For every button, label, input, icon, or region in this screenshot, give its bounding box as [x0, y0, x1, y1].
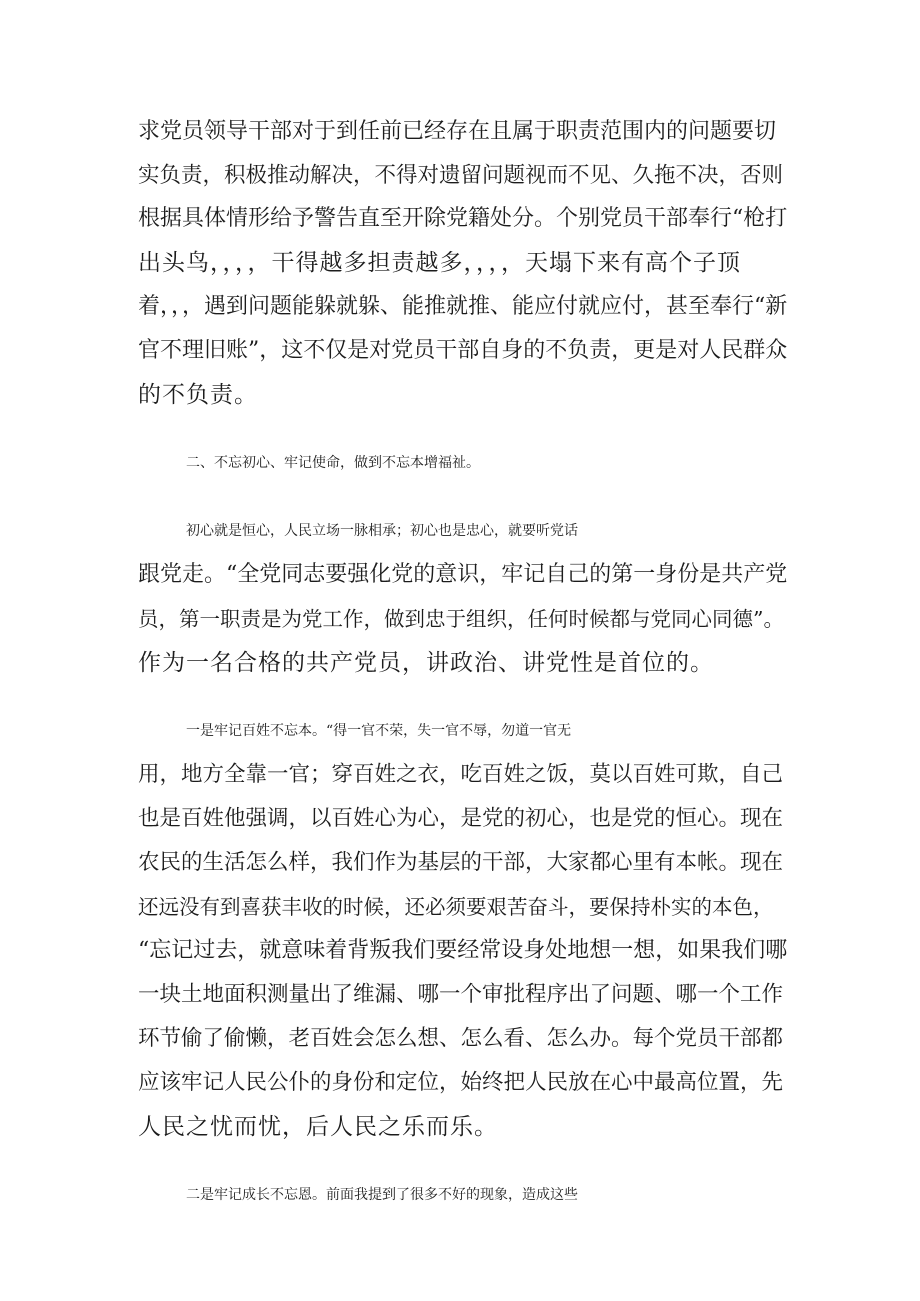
text-line: 还远没有到喜获丰收的时候，还必须要艰苦奋斗，要保持朴实的本色， — [138, 895, 774, 919]
text-line: 用，地方全靠一官；穿百姓之衣，吃百姓之饭，莫以百姓可欺，自己 — [138, 762, 784, 787]
text-line: 着，，，遇到问题能躲就躲、能推就推、能应付就应付，甚至奉行“新 — [138, 294, 788, 319]
text-line: 跟党走。“全党同志要强化党的意识，牢记自己的第一身份是共产党 — [138, 562, 788, 587]
text-line: 的不负责。 — [138, 382, 258, 408]
text-line: 环节偷了偷懒，老百姓会怎么想、怎么看、怎么办。每个党员干部都 — [138, 1026, 784, 1051]
text-line: 求党员领导干部对于到任前已经存在且属于职责范围内的问题要切 — [138, 119, 777, 144]
text-line: 初心就是恒心，人民立场一脉相承；初心也是忠心，就要听党话 — [186, 523, 578, 539]
text-line: 官不理旧账”，这不仅是对党员干部自身的不负责，更是对人民群众 — [138, 338, 788, 363]
text-line: 一是牢记百姓不忘本。“得一官不荣，失一官不辱，勿道一官无 — [186, 723, 572, 739]
text-line: 二是牢记成长不忘恩。前面我提到了很多不好的现象，造成这些 — [186, 1187, 578, 1203]
text-line: 实负责，积极推动解决，不得对遗留问题视而不见、久拖不决，否则 — [138, 163, 784, 188]
text-line: 农民的生活怎么样，我们作为基层的干部，大家都心里有本帐。现在 — [138, 850, 784, 875]
text-line: 一块土地面积测量出了维漏、哪一个审批程序出了问题、哪一个工作 — [138, 982, 784, 1007]
heading-text: 二、不忘初心、牢记使命，做到不忘本增福祉。 — [186, 455, 480, 471]
text-line: 出头鸟，，，，干得越多担责越多，，，，天塌下来有高个子顶 — [138, 250, 741, 276]
text-line: 作为一名合格的共产党员，讲政治、讲党性是首位的。 — [138, 650, 714, 676]
text-line: 员，第一职责是为党工作，做到忠于组织，任何时候都与党同心同德”。 — [138, 607, 784, 631]
text-line: 人民之忧而忧，后人民之乐而乐。 — [138, 1114, 498, 1140]
text-line: 根据具体情形给予警告直至开除党籍处分。个别党员干部奉行“枪打 — [138, 206, 788, 231]
text-line: 应该牢记人民公仆的身份和定位，始终把人民放在心中最高位置，先 — [138, 1070, 784, 1095]
text-line: 也是百姓他强调，以百姓心为心，是党的初心，也是党的恒心。现在 — [138, 806, 784, 831]
text-line: “忘记过去，就意味着背叛我们要经常设身处地想一想，如果我们哪 — [138, 938, 788, 963]
